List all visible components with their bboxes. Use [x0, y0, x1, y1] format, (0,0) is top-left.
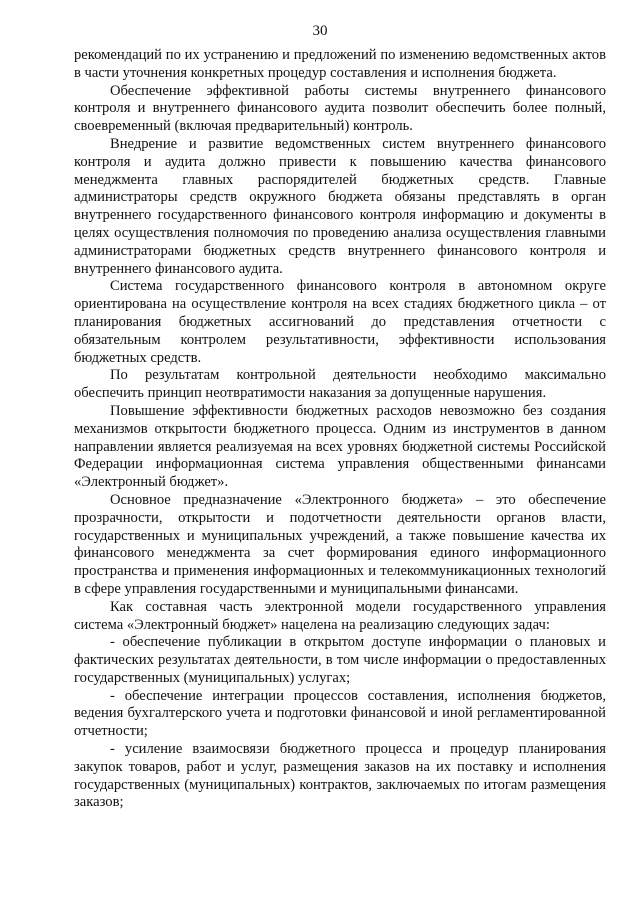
- paragraph: Повышение эффективности бюджетных расходов невозможно без создания механизмов открытости бюджетного процесса. Одним из инструментов в данном направлении является реализуемая на всех уровнях бюджетной системы Российской Федерации информационная система управления общественными финансами «Электронный бюджет».: [74, 402, 606, 491]
- paragraph: Внедрение и развитие ведомственных систем внутреннего финансового контроля и аудита должно привести к повышению качества финансового менеджмента главных распорядителей бюджетных средств. Главные администраторы средств окружного бюджета обязаны представлять в орган внутреннего государственного финансового контроля информацию и документы в целях осуществления полномочия по проведению анализа осуществления главными администраторами бюджетных средств внутреннего финансового контроля и внутреннего финансового аудита.: [74, 135, 606, 277]
- document-body: [74, 47, 606, 812]
- list-item: - обеспечение интеграции процессов составления, исполнения бюджетов, ведения бухгалтерского учета и подготовки финансовой и иной регламентированной отчетности;: [74, 687, 606, 740]
- page-number: 30: [312, 23, 328, 39]
- paragraph: Как составная часть электронной модели государственного управления система «Электронный бюджет» нацелена на реализацию следующих задач:: [74, 598, 606, 633]
- paragraph: Система государственного финансового контроля в автономном округе ориентирована на осуществление контроля на всех стадиях бюджетного цикла – от планирования бюджетных ассигнований до представления отчетности с обязательным контролем результативности, эффективности использования бюджетных средств.: [74, 278, 606, 366]
- paragraph: Основное предназначение «Электронного бюджета» – это обеспечение прозрачности, открытости и подотчетности деятельности органов власти, государственных и муниципальных учреждений, а также повышение качества их финансового менеджмента за счет формирования единого информационного пространства и применения информационных и телекоммуникационных технологий в сфере управления государственными и муниципальными финансами.: [74, 491, 606, 597]
- paragraph: По результатам контрольной деятельности необходимо максимально обеспечить принцип неотвратимости наказания за допущенные нарушения.: [74, 367, 606, 402]
- list-item: - усиление взаимосвязи бюджетного процесса и процедур планирования закупок товаров, работ и услуг, размещения заказов на их поставку и исполнения государственных (муниципальных) контрактов, заключаемых по итогам размещения заказов;: [74, 741, 606, 811]
- list-item: - обеспечение публикации в открытом доступе информации о плановых и фактических результатах деятельности, в том числе информации о предоставленных государственных (муниципальных) услугах;: [74, 634, 606, 686]
- paragraph-continuation: рекомендаций по их устранению и предложений по изменению ведомственных актов в части уточнения конкретных процедур составления и исполнения бюджета.: [74, 47, 606, 81]
- paragraph: Обеспечение эффективной работы системы внутреннего финансового контроля и внутреннего финансового аудита позволит обеспечить более полный, своевременный (включая предварительный) контроль.: [74, 82, 606, 135]
